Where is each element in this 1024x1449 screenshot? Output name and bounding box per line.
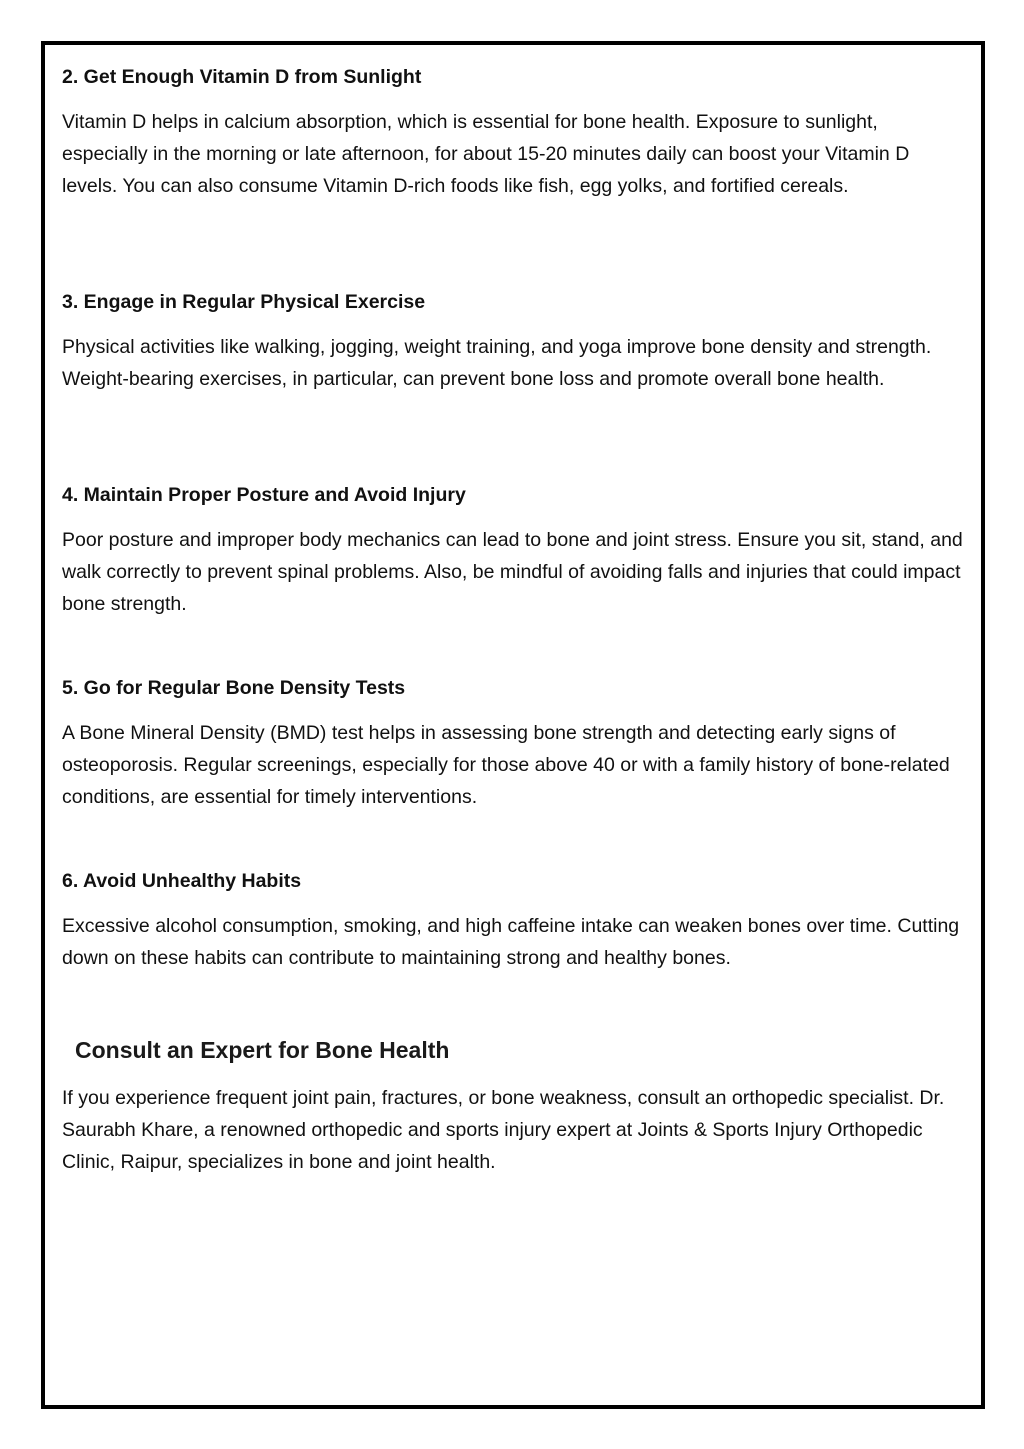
section-heading: 4. Maintain Proper Posture and Avoid Injury (62, 484, 466, 506)
section-unhealthy-habits (62, 867, 967, 975)
section-vitamin-d (62, 63, 967, 202)
section-heading: 3. Engage in Regular Physical Exercise (62, 291, 426, 313)
expert-heading: Consult an Expert for Bone Health (75, 1037, 450, 1063)
section-bone-density-tests (62, 674, 967, 813)
section-body: A Bone Mineral Density (BMD) test helps in assessing bone strength and detecting early signs of osteoporosis. Regular screenings, especially for those above 40 or with a family history of bone-related conditions, are essential for timely interventions. (62, 722, 950, 808)
section-body: Excessive alcohol consumption, smoking, and high caffeine intake can weaken bones over time. Cutting down on these habits can contribute to maintaining strong and healthy bones. (62, 915, 960, 969)
section-physical-exercise (62, 288, 967, 396)
section-body: Vitamin D helps in calcium absorption, which is essential for bone health. Exposure to sunlight, especially in the morning or late afternoon, for about 15-20 minutes daily can boost your Vitamin D levels. You can also consume Vitamin D-rich foods like fish, egg yolks, and fortified cereals. (62, 111, 910, 197)
section-body: Poor posture and improper body mechanics can lead to bone and joint stress. Ensure you sit, stand, and walk correctly to prevent spinal problems. Also, be mindful of avoiding falls and injuries that could impact bone strength. (62, 529, 963, 615)
section-heading: 6. Avoid Unhealthy Habits (62, 870, 302, 892)
expert-body: If you experience frequent joint pain, fractures, or bone weakness, consult an orthopedic specialist. Dr. Saurabh Khare, a renowned orthopedic and sports injury expert at Joints & Sports Injury Orthopedic Clinic, Raipur, specializes in bone and joint health. (62, 1087, 945, 1173)
section-body: Physical activities like walking, jogging, weight training, and yoga improve bone density and strength. Weight-bearing exercises, in particular, can prevent bone loss and promote overall bone health. (62, 336, 932, 390)
section-posture (62, 481, 967, 620)
section-heading: 2. Get Enough Vitamin D from Sunlight (62, 66, 422, 88)
section-heading: 5. Go for Regular Bone Density Tests (62, 677, 406, 699)
